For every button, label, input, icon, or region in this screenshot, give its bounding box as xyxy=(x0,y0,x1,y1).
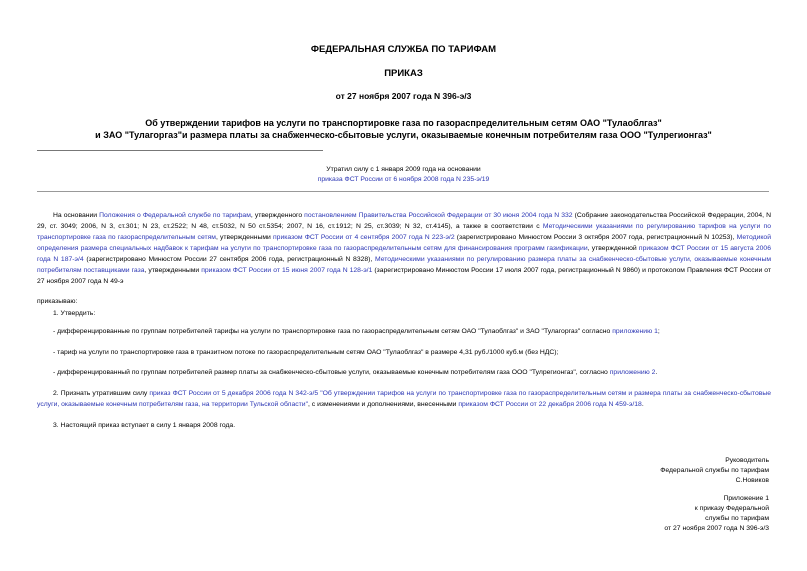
text: , с изменениями и дополнениями, внесенными xyxy=(308,401,459,408)
link-government-decree[interactable]: постановлением Правительства Российской Федерации от 30 июня 2004 года N 332 xyxy=(304,212,573,219)
link-order-459[interactable]: приказом ФСТ России от 22 декабря 2006 года N 459-э/18 xyxy=(458,401,642,408)
text: - дифференцированные по группам потребителей тарифы на услуги по транспортировке газа по газораспределительным сетям ОАО "Тулаоблгаз" и ЗАО "Тулагоргаз" согласно xyxy=(53,328,613,335)
signature-name: С.Новиков xyxy=(735,477,769,484)
text: . xyxy=(641,401,644,408)
link-methodical-guidelines-tariffs[interactable]: Методическими указаниями по регулированию тарифов на услуги по транспортировке газа по газораспределительным сетям xyxy=(37,223,771,241)
text: (зарегистрировано Минюстом России 17 июля 2007 года, регистрационный N 9860) и протоколом Правления ФСТ России от 27 ноября 2007 года N 49-э xyxy=(37,267,772,285)
text: , утвержденными xyxy=(144,267,202,274)
text: (зарегистрировано Минюстом России 27 сентября 2006 года, регистрационный N 8328), xyxy=(83,256,375,263)
text: (зарегистрировано Минюстом России 3 октября 2007 года, регистрационный N 10253), xyxy=(454,234,737,241)
text: , утвержденными xyxy=(215,234,273,241)
link-appendix-1[interactable]: приложению 1 xyxy=(612,328,658,335)
agency-name: ФЕДЕРАЛЬНАЯ СЛУЖБА ПО ТАРИФАМ xyxy=(310,44,497,55)
validity-note-link[interactable]: приказа ФСТ России от 6 ноября 2008 года N 235-э/19 xyxy=(317,176,490,183)
link-methodical-guidelines-fee[interactable]: Методическими указаниями по регулированию размера платы за снабженческо-сбытовые услуги, оказываемые конечным потребителям поставщиками газа xyxy=(37,256,771,274)
title-line-1: Об утверждении тарифов на услуги по транспортировке газа по газораспределительным сетям ОАО "Тулаоблгаз" xyxy=(145,118,662,128)
item-3: 3. Настоящий приказ вступает в силу 1 января 2008 года. xyxy=(53,422,236,429)
text: , утвержденной xyxy=(587,245,639,252)
signature-agency: Федеральной службы по тарифам xyxy=(660,467,769,474)
link-appendix-2[interactable]: приложению 2 xyxy=(609,369,656,376)
validity-note: Утратил силу с 1 января 2009 года на основании xyxy=(326,166,481,173)
item-1: 1. Утвердить: xyxy=(53,310,96,317)
appendix-ref-2: службы по тарифам xyxy=(705,515,769,522)
signature-position: Руководитель xyxy=(725,457,769,464)
signature-block xyxy=(469,456,769,486)
link-order-128[interactable]: приказом ФСТ России от 15 июня 2007 года N 128-э/1 xyxy=(201,267,373,274)
item-1-bullet-2: - тариф на услуги по транспортировке газа в транзитном потоке по газораспределительным сетям ОАО "Тулаоблгаз" в размере 4,31 руб./1000 куб.м (без НДС); xyxy=(53,349,559,356)
title-divider xyxy=(37,150,323,151)
link-regulation-fst[interactable]: Положения о Федеральной службе по тарифам xyxy=(99,212,251,219)
document-date-number: от 27 ноября 2007 года N 396-э/3 xyxy=(335,91,472,101)
document-kind: ПРИКАЗ xyxy=(384,68,423,79)
document-title xyxy=(0,117,807,141)
text: На основании xyxy=(53,212,100,219)
appendix-ref-3: от 27 ноября 2007 года N 396-э/3 xyxy=(664,525,769,532)
link-methodology-surcharges[interactable]: Методикой определения размера специальных надбавок к тарифам на услуги по транспортировке газа по газораспределительным сетям для финансирования программ газификации xyxy=(37,234,771,252)
text: , утвержденного xyxy=(250,212,305,219)
text: . xyxy=(655,369,658,376)
order-word: приказываю: xyxy=(37,298,78,305)
link-order-223[interactable]: приказом ФСТ России от 4 сентября 2007 года N 223-э/2 xyxy=(272,234,455,241)
text: 2. Признать утратившим силу xyxy=(53,390,150,397)
text: (Собрание законодательства Российской Федерации, 2004, N 29, ст. 3049; 2006, N 3, ст.301; N 23, ст.2522; N 48, ст.5032, N 50 ст.5354; 2007, N 16, ст.1912; N 25, ст.3039; N 32, ст.4145), а также в соответствии с xyxy=(37,212,772,230)
text: ; xyxy=(657,328,660,335)
appendix-ref-1: к приказу Федеральной xyxy=(694,505,769,512)
appendix-title: Приложение 1 xyxy=(723,495,769,502)
note-divider xyxy=(37,191,769,192)
link-order-342[interactable]: приказ ФСТ России от 5 декабря 2006 года N 342-э/5 "Об утверждении тарифов на услуги по транспортировке газа по газораспределительным сетям и размера платы за снабженческо-сбытовые услуги, оказываемые конечным потребителям газа, на территории Тульской области" xyxy=(37,390,771,408)
item-2 xyxy=(37,388,771,410)
link-order-187[interactable]: приказом ФСТ России от 15 августа 2006 года N 187-э/4 xyxy=(37,245,771,263)
text: - дифференцированный по группам потребителей размер платы за снабженческо-сбытовые услуги, оказываемые конечным потребителям газа ООО "Тулрегионгаз", согласно xyxy=(53,369,610,376)
title-line-2: и ЗАО "Тулагоргаз"и размера платы за снабженческо-сбытовые услуги, оказываемые конечным потребителям газа ООО "Тулрегионгаз" xyxy=(95,130,712,140)
item-1-bullet-1 xyxy=(53,326,771,337)
appendix-header xyxy=(469,494,769,534)
preamble-paragraph xyxy=(37,210,771,287)
item-1-bullet-3 xyxy=(53,367,771,378)
